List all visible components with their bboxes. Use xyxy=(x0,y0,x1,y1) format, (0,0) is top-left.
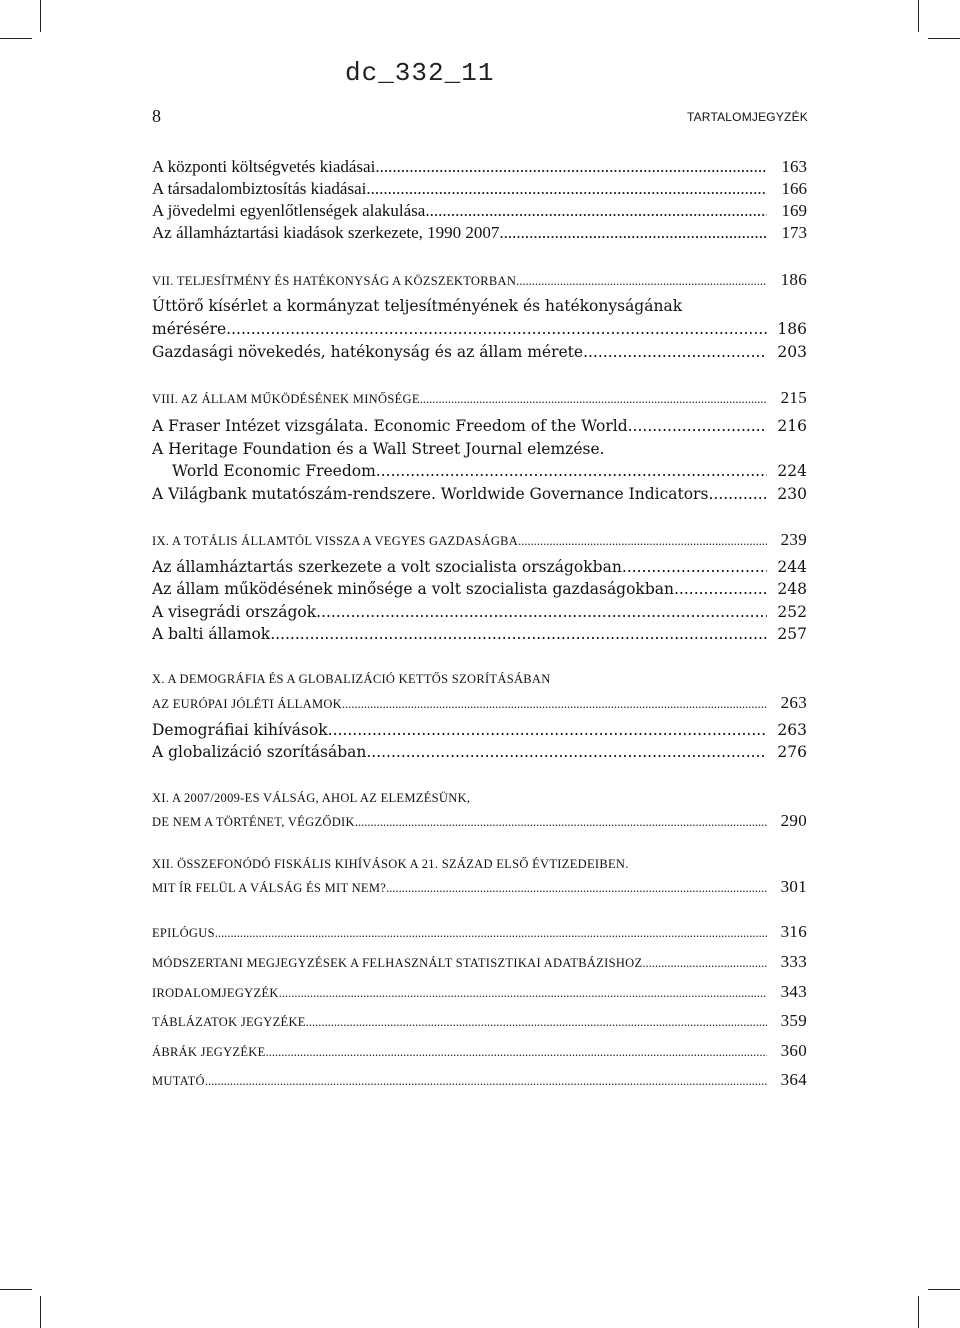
toc-entry-page: 166 xyxy=(781,179,807,198)
toc-entry-page: 263 xyxy=(777,721,807,739)
toc-entry-page: 173 xyxy=(781,223,807,242)
dot-leader xyxy=(366,743,767,761)
crop-mark xyxy=(40,0,41,32)
toc-chapter xyxy=(152,1041,807,1061)
toc-chapter-page: 333 xyxy=(780,952,807,971)
toc-entry-title-line: Úttörő kísérlet a kormányzat teljesítményének és hatékonyságának xyxy=(152,297,683,315)
toc-entry-title: Az államháztartási kiadások szerkezete, 1990 2007 xyxy=(152,223,500,242)
toc-chapter-page: 360 xyxy=(780,1041,807,1060)
toc-entry xyxy=(152,179,807,199)
toc-entry xyxy=(152,625,807,643)
toc-chapter xyxy=(152,922,807,942)
toc-chapter-title: MÓDSZERTANI MEGJEGYZÉSEK A FELHASZNÁLT STATISZTIKAI ADATBÁZISHOZ xyxy=(152,956,643,970)
toc-chapter-page: 359 xyxy=(780,1011,807,1030)
toc-chapter-title-line: XI. A 2007/2009-ES VÁLSÁG, AHOL AZ ELEMZÉSÜNK, xyxy=(152,791,471,805)
dot-leader xyxy=(366,179,767,199)
crop-mark xyxy=(0,38,32,39)
toc-chapter-page: 186 xyxy=(780,270,807,289)
crop-mark xyxy=(40,1296,41,1328)
toc-chapter-title-line: XII. ÖSSZEFONÓDÓ FISKÁLIS KIHÍVÁSOK A 21. SZÁZAD ELSŐ ÉVTIZEDEIBEN. xyxy=(152,857,629,871)
toc-chapter-title: MUTATÓ xyxy=(152,1074,205,1088)
dot-leader xyxy=(642,956,767,971)
toc-chapter xyxy=(152,877,807,897)
dot-leader xyxy=(518,534,767,549)
toc-chapter-page: 316 xyxy=(780,922,807,941)
dot-leader xyxy=(708,485,767,503)
crop-mark xyxy=(0,1289,32,1290)
toc-entry-title: Az állam működésének minősége a volt szocialista gazdaságokban xyxy=(152,580,674,598)
toc-chapter xyxy=(152,1070,807,1090)
toc-entry-title: Gazdasági növekedés, hatékonyság és az állam mérete xyxy=(152,343,584,361)
toc-entry-page: 244 xyxy=(777,558,807,576)
page-number: 8 xyxy=(152,106,161,126)
toc-entry-page: 163 xyxy=(781,157,807,176)
toc-entry-title: Demográfiai kihívások xyxy=(152,721,328,739)
toc-entry xyxy=(152,320,807,338)
toc-chapter xyxy=(152,270,807,290)
toc-entry-title: A társadalombiztosítás kiadásai xyxy=(152,179,367,198)
dot-leader xyxy=(499,223,767,243)
toc-chapter-title: EPILÓGUS xyxy=(152,926,215,940)
toc-chapter xyxy=(152,811,807,831)
toc-chapter-page: 301 xyxy=(780,877,807,896)
dot-leader xyxy=(622,558,767,576)
toc-chapter-page: 215 xyxy=(780,388,807,407)
toc-chapter-title: TÁBLÁZATOK JEGYZÉKE xyxy=(152,1015,306,1029)
toc-entry-title: A központi költségvetés kiadásai xyxy=(152,157,376,176)
toc-entry-title: A visegrádi országok xyxy=(152,603,317,621)
toc-entry-page: 216 xyxy=(777,417,807,435)
toc-chapter xyxy=(152,530,807,550)
dot-leader xyxy=(316,603,767,621)
toc-entry-page: 248 xyxy=(777,580,807,598)
toc-entry xyxy=(152,223,807,243)
toc-entry-page: 257 xyxy=(777,625,807,643)
toc-entry-page: 169 xyxy=(781,201,807,220)
dot-leader xyxy=(215,926,767,941)
toc-chapter-title: IRODALOMJEGYZÉK xyxy=(152,986,279,1000)
crop-mark xyxy=(928,38,960,39)
toc-chapter-title-line: X. A DEMOGRÁFIA ÉS A GLOBALIZÁCIÓ KETTŐS SZORÍTÁSÁBAN xyxy=(152,672,551,686)
dot-leader xyxy=(266,1045,767,1060)
toc-chapter-title: IX. A TOTÁLIS ÁLLAMTÓL VISSZA A VEGYES GAZDASÁGBA xyxy=(152,534,519,548)
toc-chapter-title: ÁBRÁK JEGYZÉKE xyxy=(152,1045,266,1059)
dot-leader xyxy=(355,815,767,830)
crop-mark xyxy=(928,1289,960,1290)
toc-chapter-page: 239 xyxy=(780,530,807,549)
toc-entry xyxy=(152,558,807,576)
toc-chapter-title: AZ EURÓPAI JÓLÉTI ÁLLAMOK xyxy=(152,697,343,711)
toc-entry-page: 252 xyxy=(777,603,807,621)
document-code: dc_332_11 xyxy=(345,58,495,88)
toc-entry-title: A Fraser Intézet vizsgálata. Economic Freedom of the World xyxy=(152,417,628,435)
toc-entry xyxy=(152,721,807,739)
toc-entry xyxy=(152,343,807,361)
dot-leader xyxy=(674,580,767,598)
toc-entry-title: Az államháztartás szerkezete a volt szocialista országokban xyxy=(152,558,622,576)
dot-leader xyxy=(628,417,767,435)
toc-entry xyxy=(152,485,807,503)
toc-chapter xyxy=(152,1011,807,1031)
toc-entry xyxy=(152,157,807,177)
toc-entry-title: mérésére xyxy=(152,320,227,338)
toc-chapter-title: VII. TELJESÍTMÉNY ÉS HATÉKONYSÁG A KÖZSZEKTORBAN xyxy=(152,274,517,288)
dot-leader xyxy=(376,462,767,480)
toc-chapter-title: MIT ÍR FELÜL A VÁLSÁG ÉS MIT NEM? xyxy=(152,881,387,895)
toc-entry xyxy=(152,603,807,621)
toc-chapter xyxy=(152,388,807,408)
toc-entry-title: A jövedelmi egyenlőtlenségek alakulása xyxy=(152,201,426,220)
dot-leader xyxy=(375,157,767,177)
dot-leader xyxy=(226,320,767,338)
dot-leader xyxy=(425,201,767,221)
toc-entry xyxy=(152,417,807,435)
toc-chapter xyxy=(152,693,807,713)
toc-chapter-page: 343 xyxy=(780,982,807,1001)
toc-entry-title: A globalizáció szorításában xyxy=(152,743,367,761)
toc-entry-page: 276 xyxy=(777,743,807,761)
toc-entry-page: 203 xyxy=(777,343,807,361)
toc-entry xyxy=(152,201,807,221)
dot-leader xyxy=(420,392,767,407)
crop-mark xyxy=(918,1296,919,1328)
toc-entry-page: 186 xyxy=(777,320,807,338)
toc-entry-page: 230 xyxy=(777,485,807,503)
toc-entry xyxy=(152,743,807,761)
toc-chapter-page: 263 xyxy=(780,693,807,712)
toc-entry xyxy=(152,580,807,598)
toc-chapter-page: 364 xyxy=(780,1070,807,1089)
toc-entry-title: A balti államok xyxy=(152,625,271,643)
crop-mark xyxy=(918,0,919,32)
toc-chapter xyxy=(152,952,807,972)
dot-leader xyxy=(279,986,767,1001)
toc-entry-title-line: A Heritage Foundation és a Wall Street Journal elemzése. xyxy=(152,440,605,458)
dot-leader xyxy=(306,1015,767,1030)
dot-leader xyxy=(516,274,767,289)
toc-chapter-title: VIII. AZ ÁLLAM MŰKÖDÉSÉNEK MINŐSÉGE xyxy=(152,392,420,406)
dot-leader xyxy=(583,343,767,361)
dot-leader xyxy=(328,721,767,739)
dot-leader xyxy=(270,625,767,643)
toc-chapter-page: 290 xyxy=(780,811,807,830)
dot-leader xyxy=(386,881,767,896)
dot-leader xyxy=(205,1074,767,1089)
toc-entry-title: World Economic Freedom xyxy=(172,462,376,480)
dot-leader xyxy=(342,697,767,712)
toc-entry xyxy=(152,462,807,480)
toc-entry-page: 224 xyxy=(777,462,807,480)
toc-chapter-title: DE NEM A TÖRTÉNET, VÉGZŐDIK xyxy=(152,815,355,829)
running-title: TARTALOMJEGYZÉK xyxy=(686,110,808,124)
toc-chapter xyxy=(152,982,807,1002)
toc-entry-title: A Világbank mutatószám-rendszere. Worldwide Governance Indicators xyxy=(152,485,709,503)
